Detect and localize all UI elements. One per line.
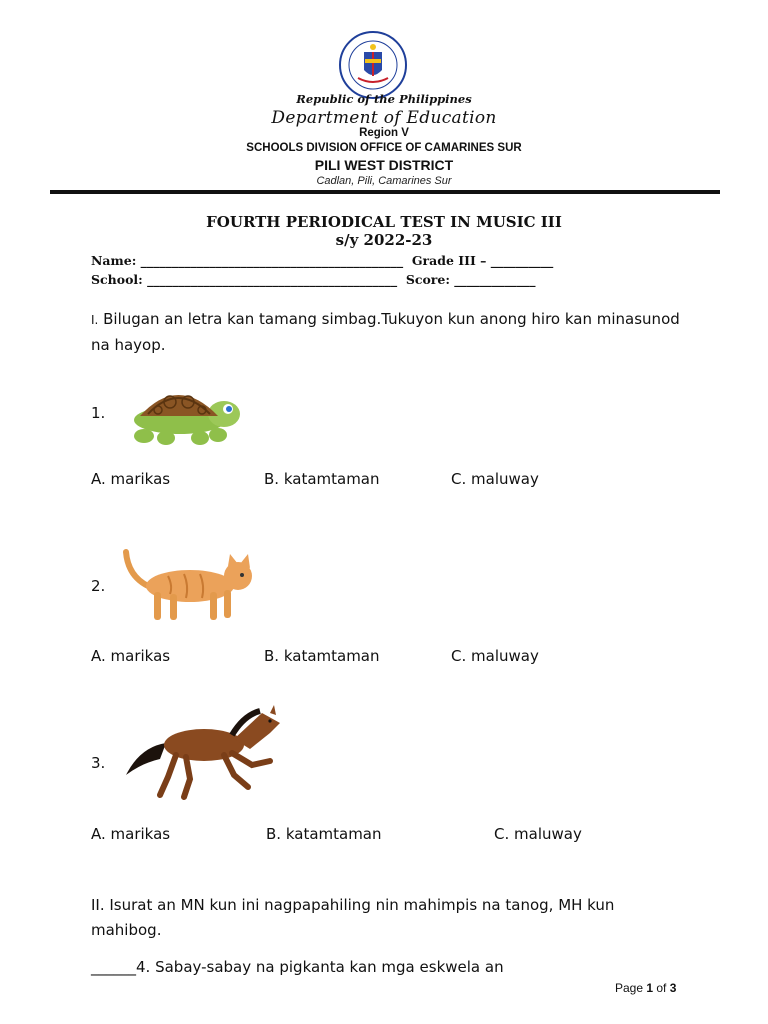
q2-choice-c: C. maluway xyxy=(451,647,539,665)
deped-seal-logo xyxy=(338,30,408,100)
question-2-number: 2. xyxy=(91,577,106,595)
turtle-image xyxy=(122,378,248,450)
q2-choice-a: A. marikas xyxy=(91,647,171,665)
district-heading: PILI WEST DISTRICT xyxy=(314,157,454,173)
q2-choice-b: B. katamtaman xyxy=(264,647,380,665)
part1-instruction-text: Bilugan an letra kan tamang simbag.Tukuyon kun anong hiro kan minasunod na hayop. xyxy=(91,310,680,354)
name-grade-line: Name: __________________________________________ Grade III – __________ xyxy=(91,253,554,268)
page-of: of xyxy=(653,981,670,995)
question-1-number: 1. xyxy=(91,404,106,422)
q3-choice-c: C. maluway xyxy=(494,825,582,843)
q1-choice-c: C. maluway xyxy=(451,470,539,488)
header-divider xyxy=(50,190,720,194)
page-number xyxy=(615,981,676,995)
address-line: Cadlan, Pili, Camarines Sur xyxy=(316,175,452,187)
department-heading: Department of Education xyxy=(271,108,497,128)
school-year: s/y 2022-23 xyxy=(335,231,433,249)
q3-choice-b: B. katamtaman xyxy=(266,825,382,843)
part1-instruction xyxy=(91,307,691,358)
question-3-number: 3. xyxy=(91,754,106,772)
page-prefix: Page xyxy=(615,981,647,995)
q3-choice-a: A. marikas xyxy=(91,825,171,843)
part1-roman: I. xyxy=(91,313,99,327)
republic-heading: Republic of the Philippines xyxy=(296,92,472,106)
test-title: FOURTH PERIODICAL TEST IN MUSIC III xyxy=(206,213,562,231)
school-score-line: School: ________________________________________ Score: _____________ xyxy=(91,272,536,287)
q1-choice-b: B. katamtaman xyxy=(264,470,380,488)
horse-image xyxy=(120,703,290,803)
division-heading: SCHOOLS DIVISION OFFICE OF CAMARINES SUR xyxy=(246,142,522,154)
q1-choice-a: A. marikas xyxy=(91,470,171,488)
page-total: 3 xyxy=(669,981,677,995)
item-4: ______4. Sabay-sabay na pigkanta kan mga eskwela an xyxy=(91,958,504,976)
cat-image xyxy=(118,546,270,628)
region-heading: Region V xyxy=(359,127,409,139)
part2-instruction: II. Isurat an MN kun ini nagpapahiling nin mahimpis na tanog, MH kun mahibog. xyxy=(91,896,615,939)
page-current: 1 xyxy=(646,981,654,995)
